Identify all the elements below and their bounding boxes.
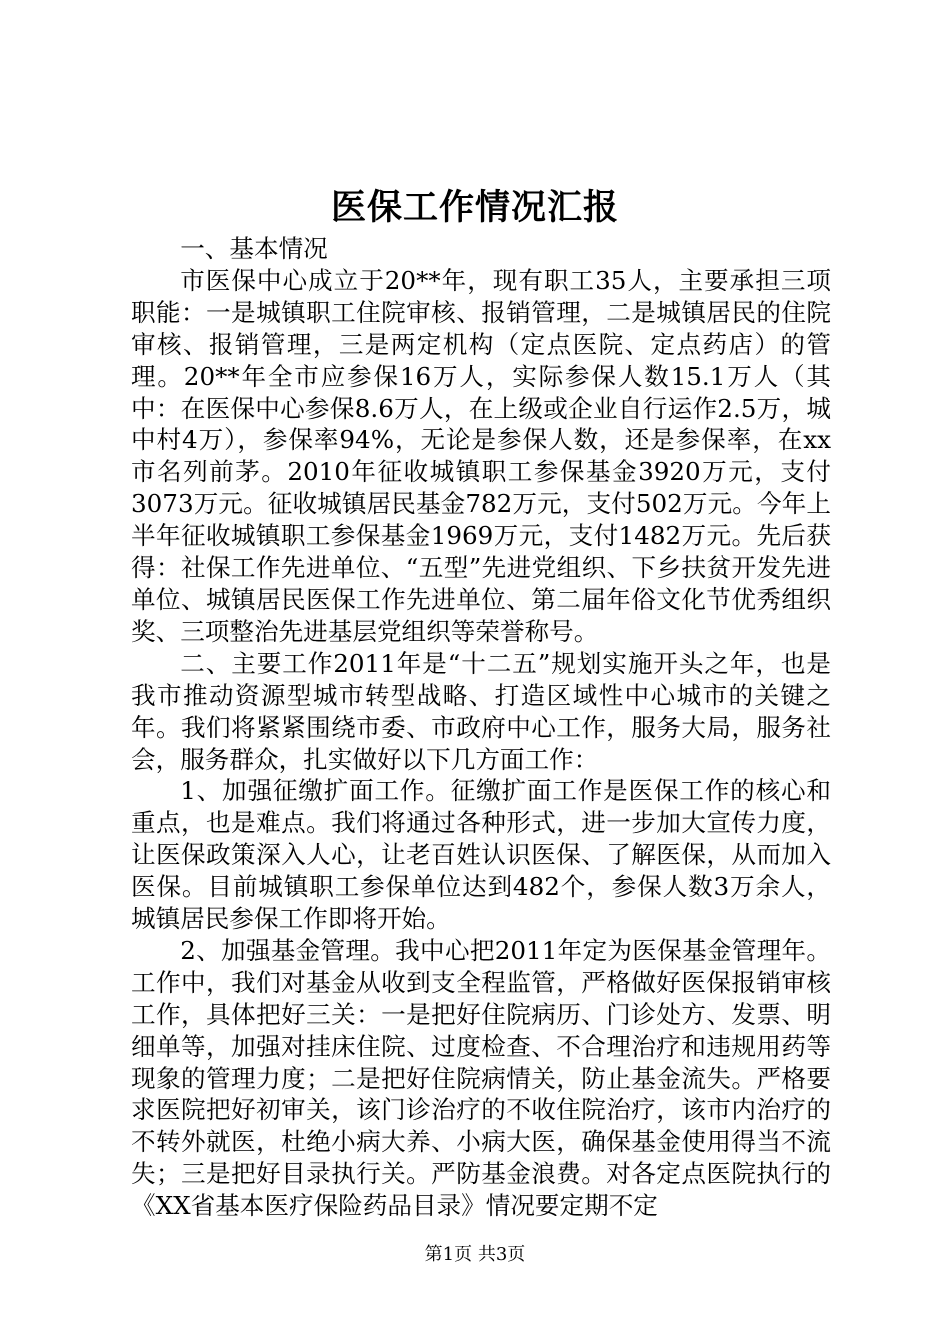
document-title: 医保工作情况汇报 — [330, 187, 619, 228]
page-footer: 第1页 共3页 — [424, 1244, 526, 1265]
paragraph-main-work: 二、主要工作2011年是“十二五”规划实施开头之年，也是我市推动资源型城市转型战略、打造区域性中心城市的关键之年。我们将紧紧围绕市委、市政府中心工作，服务大局，服务社会，服务群众，扎实做好以下几方面工作： — [131, 648, 831, 774]
paragraph-item-2: 2、加强基金管理。我中心把2011年定为医保基金管理年。工作中，我们对基金从收到支全程监管，严格做好医保报销审核工作，具体把好三关：一是把好住院病历、门诊处方、发票、明细单等，加强对挂床住院、过度检查、不合理治疗和违规用药等现象的管理力度；二是把好住院病情关，防止基金流失。严格要求医院把好初审关，该门诊治疗的不收住院治疗，该市内治疗的不转外就医，杜绝小病大养、小病大医，确保基金使用得当不流失；三是把好目录执行关。严防基金浪费。对各定点医院执行的《XX省基本医疗保险药品目录》情况要定期不定 — [131, 935, 831, 1221]
document-body — [131, 233, 831, 1222]
paragraph-basic-info: 市医保中心成立于20**年，现有职工35人，主要承担三项职能：一是城镇职工住院审核、报销管理，二是城镇居民的住院审核、报销管理，三是两定机构（定点医院、定点药店）的管理。20**年全市应参保16万人，实际参保人数15.1万人（其中：在医保中心参保8.6万人，在上级或企业自行运作2.5万，城中村4万），参保率94%，无论是参保人数，还是参保率，在xx市名列前茅。2010年征收城镇职工参保基金3920万元，支付3073万元。征收城镇居民基金782万元，支付502万元。今年上半年征收城镇职工参保基金1969万元，支付1482万元。先后获得：社保工作先进单位、“五型”先进党组织、下乡扶贫开发先进单位、城镇居民医保工作先进单位、第二届年俗文化节优秀组织奖、三项整治先进基层党组织等荣誉称号。 — [131, 265, 831, 646]
section-heading-basic-info: 一、基本情况 — [180, 234, 328, 263]
paragraph-item-1: 1、加强征缴扩面工作。征缴扩面工作是医保工作的核心和重点，也是难点。我们将通过各种形式，进一步加大宣传力度，让医保政策深入人心，让老百姓认识医保、了解医保，从而加入医保。目前城镇职工参保单位达到482个，参保人数3万余人，城镇居民参保工作即将开始。 — [131, 776, 831, 934]
